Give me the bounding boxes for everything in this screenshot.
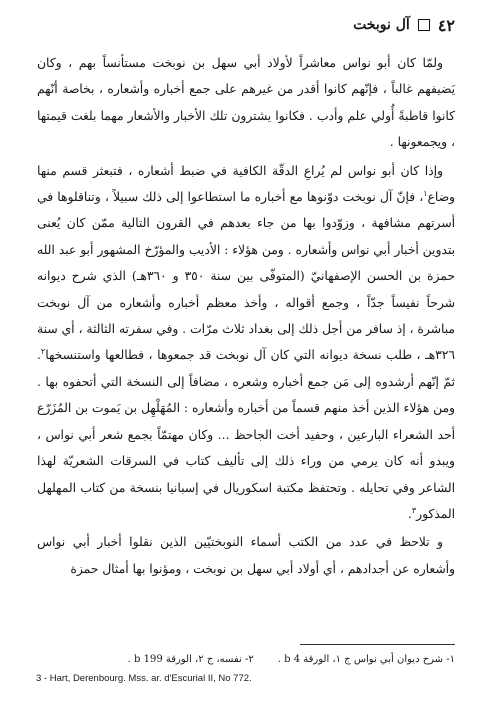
- footnote-mark: ٢: [40, 347, 46, 357]
- footnote-line: [35, 652, 455, 668]
- footnote-divider: [300, 644, 455, 645]
- square-ornament-icon: [418, 19, 430, 31]
- page-number: ٤٢: [437, 15, 455, 35]
- running-title: آل نوبخت: [353, 17, 410, 33]
- footnote-mark: ٣: [411, 505, 417, 515]
- running-header: [40, 12, 455, 38]
- footnote-1: ١- شرح ديوان أبي نواس ج ١، الورقة 4 b .: [277, 654, 455, 665]
- footnote-3: 3 - Hart, Derenbourg. Mss. ar. d'Escurial II, No 772.: [36, 673, 252, 684]
- paragraph: وإذا كان أبو نواس لم يُراعِ الدقّة الكافية في ضبط أشعاره ، فتبعثر قسم منها وضاع$^١$، فإنّ آل نوبخت دوّنوها مع أخباره ما استطاعوا إلى ذلك سبيلاً ، وتناقلوها في أسرتهم مشافهة ، وزوّدوا بها من جاء بعدهم في القرون التالية ممّن كان يُعنى بتدوين أخبار أبي نواس وأشعاره . ومن هؤلاء : الأديب والمؤرّخ المشهور أبو عبد الله حمزة بن الحسن الإصفهانيّ (المتوفّى بين سنة ٣٥٠ و ٣٦٠هـ) الذي شرح ديوانه شرحاً نفيساً جدّاً ، وجمع أقواله ، وأخذ معظم أخباره وأشعاره من آل نوبخت مباشرة ، إذ سافر من أجل ذلك إلى بغداد ثلاث مرّات . وفي سفرته الثالثة ، أي سنة ٣٢٦هـ ، طلب نسخة ديوانه التي كان آل نوبخت قد جمعوها ، فطالعها واستنسخها$^٢$. ثمّ إنّهم أرشدوه إلى مَن جمع أخباره وشعره ، مضافاً إلى النسخة التي أتحفوه بها . ومن هؤلاء الذين أخذ منهم قسماً من أخباره وأشعاره : المُهَلْهِل بن يَموت بن المُزَرّع أحد الشعراء البارعين ، وحفيد أخت الجاحظ ... وكان مهتمّاً بجمع شعر أبي نواس ، ويبدو أنه كان يرمي من وراء ذلك إلى تأليف كتاب في السرقات الشعريّة لهذا الشاعر وفي تحايله . وتحتفظ مكتبة اسكوريال في إسبانيا بنسخة من كتاب المهلهل المذكور$^٣$.: [37, 163, 455, 521]
- body-text: [37, 50, 455, 584]
- footnote-2: ٢- نفسه، ج ٢، الورقة 199 b .: [127, 654, 254, 665]
- footnote-mark: ١: [423, 188, 428, 198]
- paragraph: و تلاحظ في عدد من الكتب أسماء النوبختيّين الذين نقلوا أخبار أبي نواس وأشعاره عن أجدادهم ، أي أولاد أبي سهل بن نوبخت ، ومؤنوا بها أمثال حمزة: [37, 535, 455, 576]
- paragraph: ولمّا كان أبو نواس معاشراً لأولاد أبي سهل بن نوبخت مستأنساً بهم ، وكان يَضيفهم غالباً ، فإنّهم كانوا أقدر من غيرهم على جمع أخباره وأشعاره ، بخاصة أنّهم كانوا قاطبةً أُولي علم وأدب . فكانوا يشترون تلك الأخبار والأشعار مهما بلغت قيمتها ، ويجمعونها .: [37, 56, 455, 150]
